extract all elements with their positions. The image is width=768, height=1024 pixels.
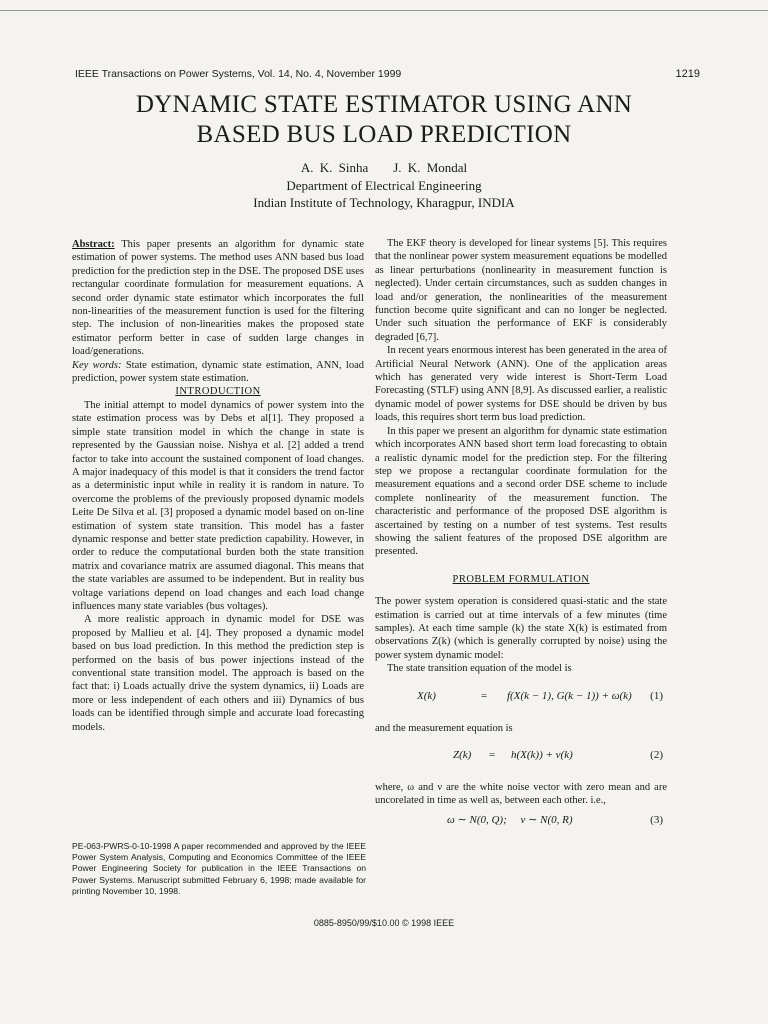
intro-paragraph-1: The initial attempt to model dynamics of power system into the state estimation process was by Debs et al[1]. They proposed a simple state transition model in which the change in state is represented by the Gaussian noise. Nishya et al. [2] added a trend factor to take into account the sustained component of load changes. A major inadequacy of this model is that it considers the trend factor as a deterministic input while in reality it is random in nature. To overcome the problems of the previously proposed dynamic models Leite De Silva et al. [3] proposed a dynamic model based on on-line estimation of system state transition. This model has a faster dynamic response and better state prediction capability. However, in order to reduce the computational burden both the state transition matrix and covariance matrix are assumed diagonal. This means that the state variables are assumed to be independent. But in reality bus voltage variations depend on load changes and each load change influences many state variables (bus voltages). [72, 399, 364, 612]
keywords-text: State estimation, dynamic state estimation, ANN, load prediction, power system state estimation. [72, 359, 364, 385]
pf-paragraph-1: The power system operation is considered quasi-static and the state estimation is carried out at time intervals of a few minutes (time samples). At each time sample (k) the state X(k) is estimated from observations Z(k) (which is generally corrupted by noise) using the power system dynamic model: [375, 596, 667, 661]
paper-title [60, 90, 708, 150]
top-rule [0, 10, 768, 11]
intro-paragraph-2: A more realistic approach in dynamic model for DSE was proposed by Mallieu et al. [4]. They proposed a dynamic model based on bus load prediction. In this method the prediction step is performed on the basis of bus power injections instead of the conventional state transition model. The approach is based on the fact that: i) Loads actually drive the system dynamics, ii) Loads are more or less independent of each others and iii) Dynamics of bus loads can be identified through simple and accurate load forecasting models. [72, 614, 364, 733]
keywords-label: Key words: [72, 359, 122, 371]
eq2-number: (2) [650, 749, 663, 761]
eq3-number: (3) [650, 813, 663, 826]
abstract-text: This paper presents an algorithm for dynamic state estimation of power systems. The method uses ANN based bus load prediction for the prediction step in the DSE. The proposed DSE uses rectangular coordinate formulation for measurement equations. A second order dynamic state estimator which incorporates the full non-linearities of the measurement function is used for the filtering step. The inclusion of non-linearities makes the proposed state estimator perform better in case of sudden large changes in load/generations. [72, 239, 365, 358]
page-number: 1219 [675, 68, 700, 80]
institution: Indian Institute of Technology, Kharagpur, INDIA [253, 195, 515, 210]
introduction-heading: INTRODUCTION [175, 386, 261, 398]
keywords [72, 359, 364, 386]
equation-1 [375, 690, 667, 706]
eq1-number: (1) [650, 689, 663, 702]
eq1-rhs: f(X(k − 1), G(k − 1)) + ω(k) [507, 689, 632, 702]
running-head: IEEE Transactions on Power Systems, Vol. 14, No. 4, November 1999 [75, 68, 402, 80]
footnote: PE-063-PWRS-0-10-1998 A paper recommended and approved by the IEEE Power System Analysis, Computing and Economics Committee of the IEEE Power Engineering Society for publication in the IEEE Transactions on Power Systems. Manuscript submitted February 6, 1998; made available for printing November 10, 1998. [72, 841, 366, 896]
ann-paragraph: In recent years enormous interest has been generated in the area of Artificial Neural Network (ANN). One of the application areas which has generated very wide interest is Short-Term Load Forecasting (STLF) using ANN [8,9]. As discussed earlier, a realistic dynamic model of power systems for DSE should be driven by bus loads, this requires short term bus load prediction. [375, 345, 667, 424]
eq2-sign: = [489, 749, 496, 761]
eq2-rhs: h(X(k)) + ν(k) [511, 749, 573, 761]
abstract [72, 238, 364, 359]
pf-paragraph-4: where, ω and ν are the white noise vector with zero mean and are uncorelated in time as well as, between each other. i.e., [375, 782, 667, 807]
authors: A. K. Sinha J. K. Mondal [300, 160, 468, 175]
left-column [72, 238, 364, 734]
ekf-paragraph: The EKF theory is developed for linear systems [5]. This requires that the nonlinear power system measurement equations be modelled as linear perturbations (nonlinearity in measurement function is neglected). Under certain circumstances, such as sudden changes in load and/or generation, the nonlinearities of the measurement function become quite significant and can no longer be neglected. Under such situation the performance of EKF is considerably degraded [6,7]. [375, 238, 667, 343]
equation-3 [375, 814, 667, 830]
equation-2 [375, 749, 667, 765]
pf-paragraph-3: and the measurement equation is [375, 722, 513, 734]
title-line-2: BASED BUS LOAD PREDICTION [196, 121, 572, 148]
eq1-sign: = [481, 689, 488, 702]
abstract-label: Abstract: [72, 239, 115, 250]
eq2-lhs: Z(k) [453, 749, 472, 761]
pf-paragraph-2: The state transition equation of the model is [387, 663, 572, 675]
eq3-rhs: ω ∼ N(0, Q); ν ∼ N(0, R) [447, 813, 573, 826]
eq1-lhs: X(k) [417, 689, 436, 702]
problem-formulation-heading: PROBLEM FORMULATION [452, 573, 590, 585]
right-column [375, 237, 667, 846]
department: Department of Electrical Engineering [286, 178, 482, 193]
copyright-line: 0885-8950/99/$10.00 © 1998 IEEE [313, 918, 455, 928]
title-line-1: DYNAMIC STATE ESTIMATOR USING ANN [135, 91, 633, 118]
present-paragraph: In this paper we present an algorithm for dynamic state estimation which incorporates ANN based short term load forecasting to obtain a realistic dynamic model for the prediction step. For the filtering step we propose a rectangular coordinate formulation for the measurement equations and a second order DSE scheme to include complete nonlinearity of the measurement function. The characteristic and performance of the proposed DSE algorithm is ascertained by testing on a number of test systems. Test results showing the salient features of the proposed DSE algorithm are presented. [375, 425, 667, 558]
